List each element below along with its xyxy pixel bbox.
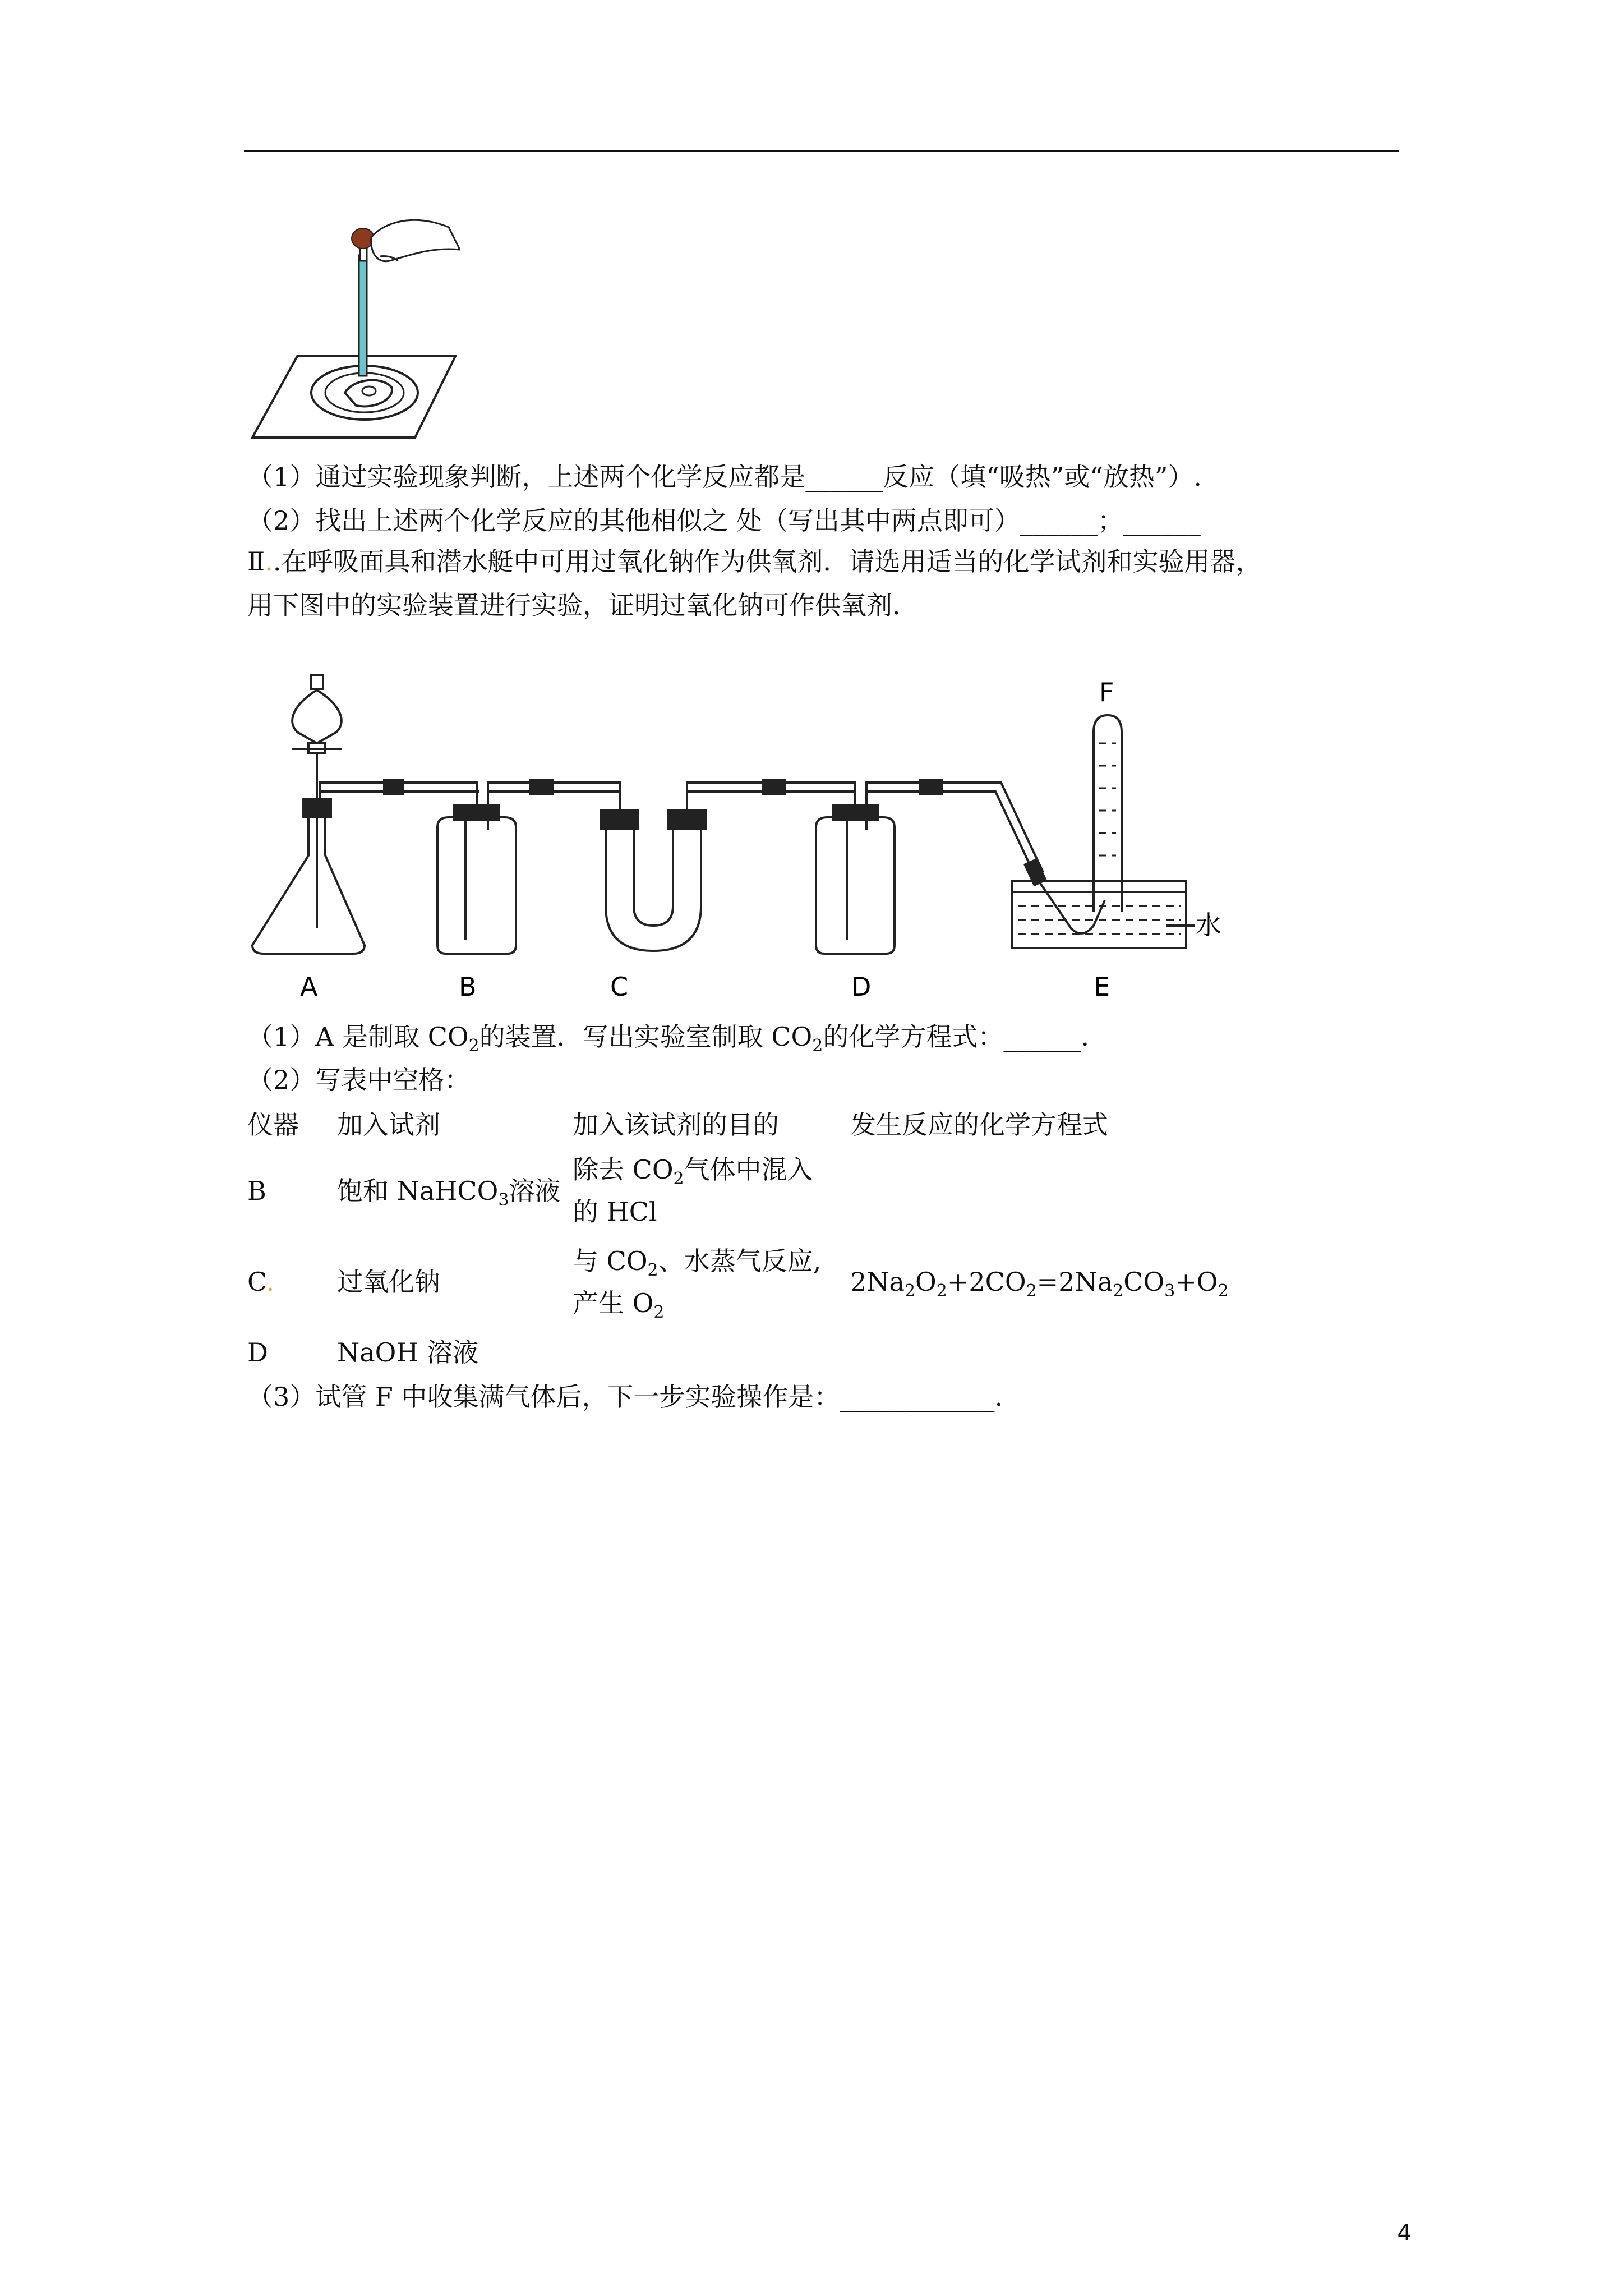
table-header-reagent: 加入试剂 [337, 1110, 440, 1140]
table-header-purpose: 加入该试剂的目的 [573, 1110, 779, 1140]
part-2-numeral: Ⅱ [247, 546, 265, 577]
table-header-equation: 发生反应的化学方程式 [850, 1110, 1108, 1140]
row-b-instrument: B [247, 1176, 266, 1206]
flask-a [252, 675, 365, 954]
row-c-equation: $2Na_2O_2+2CO_2=2Na_2CO_3+O_2$ [850, 1267, 1229, 1301]
sub-question-2: （2）写表中空格： [247, 1065, 471, 1095]
row-b-purpose-line-1: 除去 $CO_2$气体中混入 [573, 1154, 813, 1189]
dropper-figure [247, 216, 460, 440]
row-d-instrument: D [247, 1337, 268, 1368]
row-b-reagent: 饱和 NaHCO$_3$溶液 [337, 1176, 561, 1210]
question-1: （1）通过实验现象判断，上述两个化学反应都是______反应（填“吸热”或“放热”）. [247, 462, 1202, 492]
label-d: D [851, 972, 872, 1002]
row-c-reagent: 过氧化钠 [337, 1267, 440, 1297]
trough-e [1012, 715, 1195, 948]
label-water: 水 [1196, 910, 1221, 940]
part-2-text: .在呼吸面具和潜水艇中可用过氧化钠作为供氧剂．请选用适当的化学试剂和实验用器， [273, 546, 1262, 577]
row-b-purpose-line-2: 的 HCl [573, 1197, 657, 1227]
row-c-purpose-line-2: 产生 $O_2$ [573, 1288, 665, 1322]
label-e: E [1094, 972, 1110, 1002]
table-header-instrument: 仪器 [247, 1110, 299, 1140]
label-a: A [300, 972, 318, 1002]
label-f: F [1099, 677, 1114, 707]
bottle-d [816, 805, 895, 954]
header-rule [244, 150, 1399, 152]
part-2-intro-line-1 [247, 543, 1262, 580]
sub-question-3: （3）试管 F 中收集满气体后，下一步实验操作是：____________. [247, 1382, 1003, 1412]
row-c-instrument: C. [247, 1267, 275, 1297]
sub-question-1: （1）A 是制取 $CO_2$的装置．写出实验室制取 $CO_2$的化学方程式：______. [247, 1022, 1089, 1056]
label-b: B [459, 972, 477, 1002]
label-c: C [610, 972, 629, 1002]
orange-dot: . [265, 546, 273, 577]
page-number: 4 [1397, 2220, 1412, 2246]
question-2: （2）找出上述两个化学反应的其他相似之 处（写出其中两点即可）______；______ [247, 505, 1201, 536]
row-c-purpose-line-1: 与 $CO_2$、水蒸气反应, [573, 1246, 822, 1280]
u-tube-c [601, 811, 706, 951]
row-d-reagent: NaOH 溶液 [337, 1337, 479, 1368]
apparatus-diagram [247, 670, 1256, 1007]
bottle-b [437, 805, 516, 954]
part-2-intro-line-2: 用下图中的实验装置进行实验，证明过氧化钠可作供氧剂. [247, 590, 901, 620]
